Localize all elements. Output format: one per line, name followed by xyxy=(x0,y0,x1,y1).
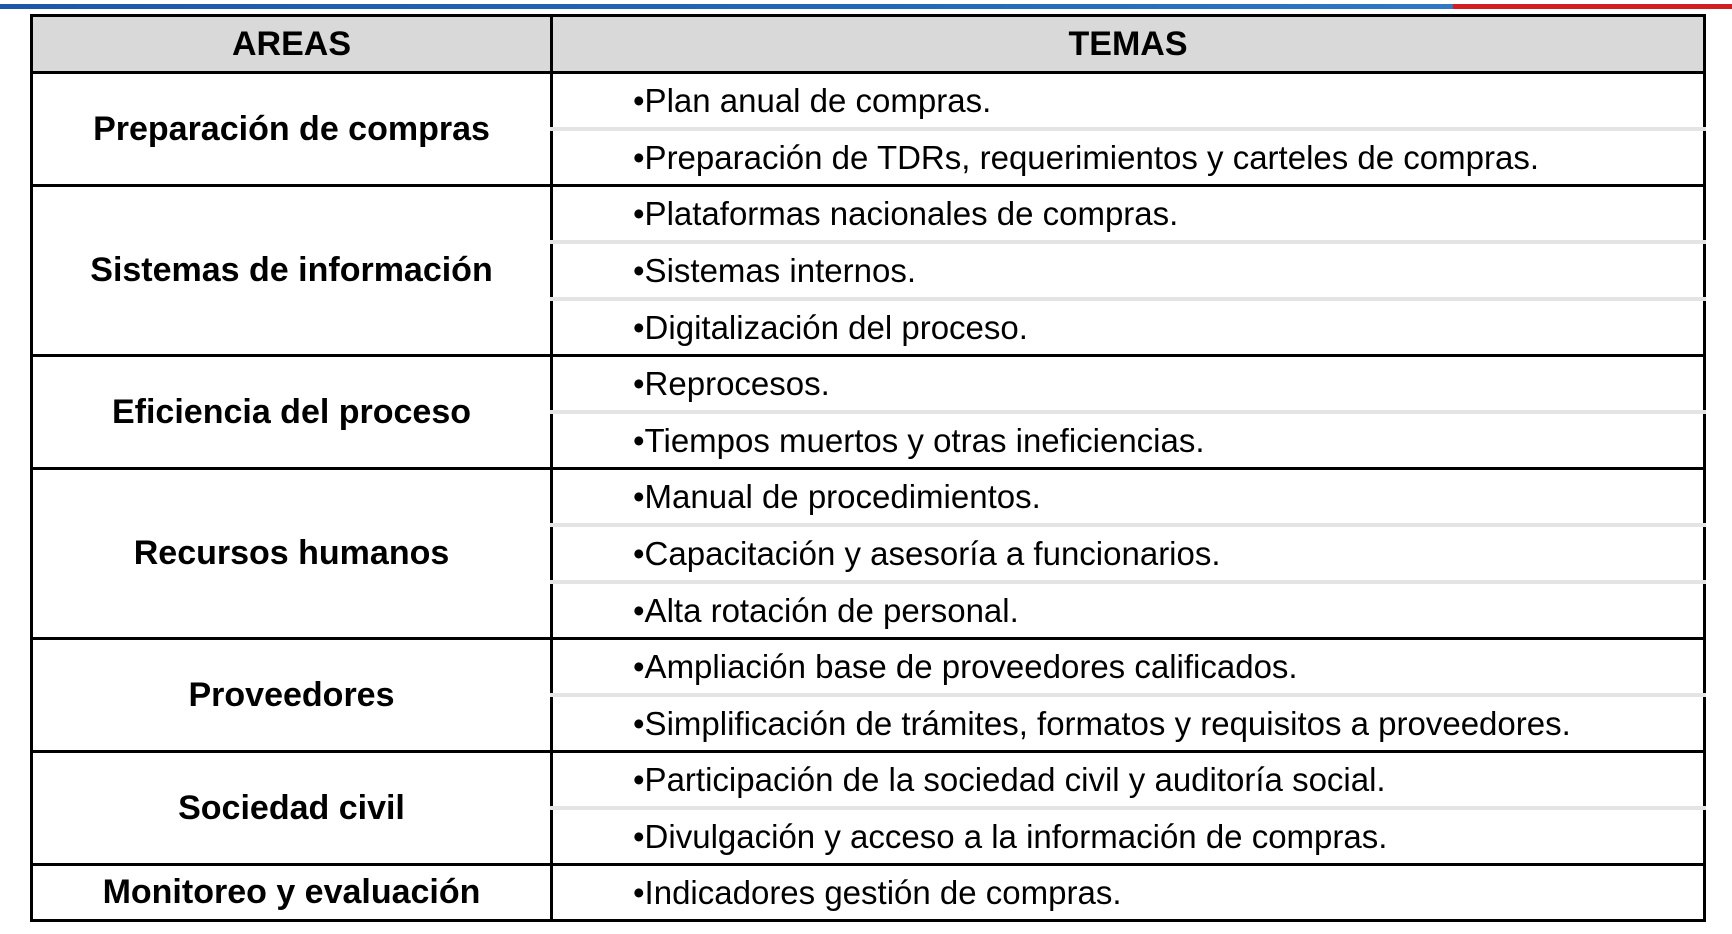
topic-cell: •Ampliación base de proveedores calificados. xyxy=(552,639,1705,696)
top-accent-bar-red xyxy=(1453,4,1732,9)
area-cell: Recursos humanos xyxy=(32,469,552,639)
topic-cell: •Capacitación y asesoría a funcionarios. xyxy=(552,525,1705,582)
topic-cell: •Indicadores gestión de compras. xyxy=(552,865,1705,921)
area-cell: Sistemas de información xyxy=(32,186,552,356)
topic-cell: •Divulgación y acceso a la información de compras. xyxy=(552,808,1705,865)
topic-cell: •Plataformas nacionales de compras. xyxy=(552,186,1705,243)
top-accent-bar-blue xyxy=(0,4,1453,9)
area-cell: Sociedad civil xyxy=(32,752,552,865)
areas-temas-table xyxy=(30,14,1706,922)
topic-cell: •Reprocesos. xyxy=(552,356,1705,413)
table-row xyxy=(32,639,1705,696)
topic-cell: •Simplificación de trámites, formatos y requisitos a proveedores. xyxy=(552,695,1705,752)
area-cell: Eficiencia del proceso xyxy=(32,356,552,469)
table-row xyxy=(32,469,1705,526)
header-temas: TEMAS xyxy=(552,16,1705,73)
topic-cell: •Alta rotación de personal. xyxy=(552,582,1705,639)
topic-cell: •Manual de procedimientos. xyxy=(552,469,1705,526)
topic-cell: •Tiempos muertos y otras ineficiencias. xyxy=(552,412,1705,469)
topic-cell: •Participación de la sociedad civil y auditoría social. xyxy=(552,752,1705,809)
table-row xyxy=(32,752,1705,809)
header-areas: AREAS xyxy=(32,16,552,73)
topic-cell: •Preparación de TDRs, requerimientos y carteles de compras. xyxy=(552,129,1705,186)
topic-cell: •Plan anual de compras. xyxy=(552,73,1705,130)
area-cell: Monitoreo y evaluación xyxy=(32,865,552,921)
table-row xyxy=(32,356,1705,413)
table-header-row xyxy=(32,16,1705,73)
areas-temas-table-container xyxy=(30,14,1706,922)
area-cell: Preparación de compras xyxy=(32,73,552,186)
area-cell: Proveedores xyxy=(32,639,552,752)
table-body xyxy=(32,73,1705,921)
topic-cell: •Digitalización del proceso. xyxy=(552,299,1705,356)
top-accent-bar xyxy=(0,4,1732,9)
topic-cell: •Sistemas internos. xyxy=(552,242,1705,299)
table-row xyxy=(32,865,1705,921)
table-row xyxy=(32,73,1705,130)
table-row xyxy=(32,186,1705,243)
